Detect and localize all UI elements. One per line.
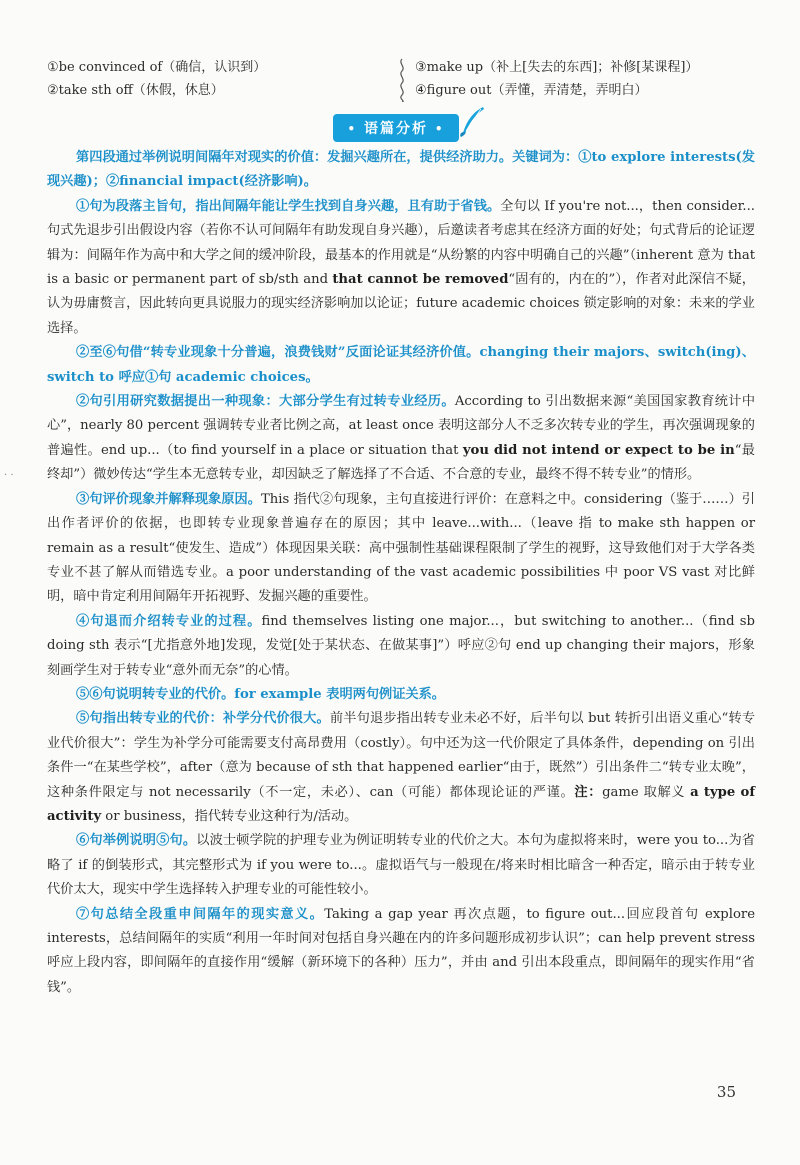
paragraph bbox=[47, 488, 755, 610]
highlight-text: ④句退而介绍转专业的过程。 bbox=[76, 613, 262, 629]
vocab-item: ②take sth off（休假，休息） bbox=[47, 83, 224, 98]
bold-text: a type of activity bbox=[47, 784, 756, 824]
highlight-text: ②至⑥句借“转专业现象十分普遍，浪费钱财”反面论证其经济价值。changing their majors、switch(ing)、switch to 呼应①句 academic choices。 bbox=[47, 345, 755, 385]
bold-text: 注： bbox=[574, 784, 603, 800]
vocab-column-right bbox=[415, 56, 775, 102]
page-number: 35 bbox=[716, 1083, 736, 1101]
highlight-text: ⑤⑥句说明转专业的代价。for example 表明两句例证关系。 bbox=[76, 686, 445, 702]
highlight-text: ⑥句举例说明⑤句。 bbox=[76, 833, 197, 849]
vocab-item: ①be convinced of（确信，认识到） bbox=[47, 60, 267, 75]
vocab-column-left bbox=[47, 56, 377, 102]
highlight-text: ⑤句指出转专业的代价：补学分代价很大。 bbox=[76, 711, 330, 727]
body-text: or business，指代转专业这种行为/活动。 bbox=[101, 808, 358, 824]
analysis-text bbox=[47, 146, 755, 1000]
paragraph bbox=[47, 610, 755, 683]
body-text: “固有的，内在的”），作者对此深信不疑，认为毋庸赘言，因此转向更具说服力的现实经济影响加以论证；future academic choices 锁定影响的对象：未来的学业选择。 bbox=[47, 272, 755, 336]
highlight-text: ⑦句总结全段重申间隔年的现实意义。 bbox=[76, 906, 325, 922]
quill-pen-icon bbox=[457, 105, 487, 139]
body-text: According to 引出数据来源“美国国家教育统计中心”，nearly 80 percent 强调转专业者比例之高，at least once 表明这部分人不乏多次转专业的学生，再次强调现象的普遍性。end up...（to find yourself in a place or situation that bbox=[47, 394, 756, 458]
paragraph bbox=[47, 683, 755, 707]
body-text: game 取解义 bbox=[602, 784, 691, 800]
body-text: 全句以 If you're not...，then consider...句式先退步引出假设内容（若你不认可间隔年有助发现自身兴趣），后邀读者考虑其在经济方面的好处；句式背后的论证逻辑为：间隔年作为高中和大学之间的缓冲阶段，最基本的作用就是“从纷繁的内容中明确自己的兴趣”（inherent 意为 that is a basic or permanent part of sb/sth and bbox=[47, 198, 755, 288]
highlight-text: ②句引用研究数据提出一种现象：大部分学生有过转专业经历。 bbox=[76, 394, 455, 410]
section-title-badge bbox=[333, 114, 458, 142]
section-title: 语篇分析 bbox=[364, 121, 428, 137]
margin-mark: · · bbox=[4, 470, 14, 481]
vocab-item: ④figure out（弄懂，弄清楚，弄明白） bbox=[415, 83, 648, 98]
bold-text: that cannot be removed bbox=[332, 272, 509, 288]
paragraph bbox=[47, 146, 755, 195]
vocab-item: ③make up（补上[失去的东西]；补修[某课程]） bbox=[415, 60, 699, 75]
body-text: Taking a gap year 再次点题，to figure out...回应段首句 explore interests，总结间隔年的实质“利用一年时间对包括自身兴趣在内的许多问题形成初步认识”；can help prevent stress 呼应上段内容，即间隔年的直接作用“缓解（新环境下的各种）压力”，并由 and 引出本段重点，即间隔年的现实作用“省钱”。 bbox=[47, 906, 756, 995]
highlight-text: ③句评价现象并解释现象原因。 bbox=[76, 491, 261, 507]
body-text: 以波士顿学院的护理专业为例证明转专业的代价之大。本句为虚拟将来时，were you to...为省略了 if 的倒装形式，其完整形式为 if you were to...。虚拟语气与一般现在/将来时相比暗含一种否定，暗示由于转专业代价太大，现实中学生选择转入护理专业的可能性较小。 bbox=[47, 833, 755, 898]
bold-text: you did not intend or expect to be in bbox=[462, 442, 735, 458]
title-dot: • bbox=[434, 122, 445, 136]
paragraph bbox=[47, 341, 755, 390]
body-text: 前半句退步指出转专业未必不好，后半句以 but 转折引出语义重心“转专业代价很大”：学生为补学分可能需要支付高昂费用（costly）。句中还为这一代价限定了具体条件，depending on 引出条件一“在某些学校”，after（意为 because of sth that happened earlier“由于，既然”）引出条件二“转专业太晚”，这种条件限定与 not necessarily（不一定，未必）、can（可能）都体现论证的严谨。 bbox=[47, 711, 756, 800]
highlight-text: 第四段通过举例说明间隔年对现实的价值：发掘兴趣所在，提供经济助力。关键词为：①to explore interests(发现兴趣)；②financial impact(经济影响)。 bbox=[47, 150, 755, 190]
vocabulary-box bbox=[47, 56, 767, 106]
paragraph bbox=[47, 707, 755, 829]
paragraph bbox=[47, 195, 755, 341]
section-header bbox=[0, 108, 800, 140]
wavy-line-icon bbox=[397, 58, 407, 108]
paragraph bbox=[47, 390, 755, 488]
title-dot: • bbox=[347, 122, 358, 136]
paragraph bbox=[47, 903, 755, 1001]
paragraph bbox=[47, 829, 755, 902]
highlight-text: ①句为段落主旨句，指出间隔年能让学生找到自身兴趣，且有助于省钱。 bbox=[76, 198, 501, 214]
body-text: This 指代②句现象，主句直接进行评价：在意料之中。considering（鉴于……）引出作者评价的依据，也即转专业现象普遍存在的原因；其中 leave...with...（leave 指 to make sth happen or remain as a result“使发生、造成”）体现因果关联：高中强制性基础课程限制了学生的视野，这导致他们对于大学各类专业不甚了解从而错选专业。a poor understanding of the vast academic possibilities 中 poor VS vast 对比鲜明，暗中肯定利用间隔年开拓视野、发掘兴趣的重要性。 bbox=[47, 491, 755, 605]
body-text: “最终却”）微妙传达“学生本无意转专业，却因缺乏了解选择了不合适、不合意的专业，最终不得不转专业”的情形。 bbox=[47, 442, 755, 483]
body-text: find themselves listing one major...，but switching to another...（find sb doing sth 表示“[尤指意外地]发现，发觉[处于某状态、在做某事]”）呼应②句 end up changing their majors，形象刻画学生对于转专业“意外而无奈”的心情。 bbox=[47, 613, 755, 678]
